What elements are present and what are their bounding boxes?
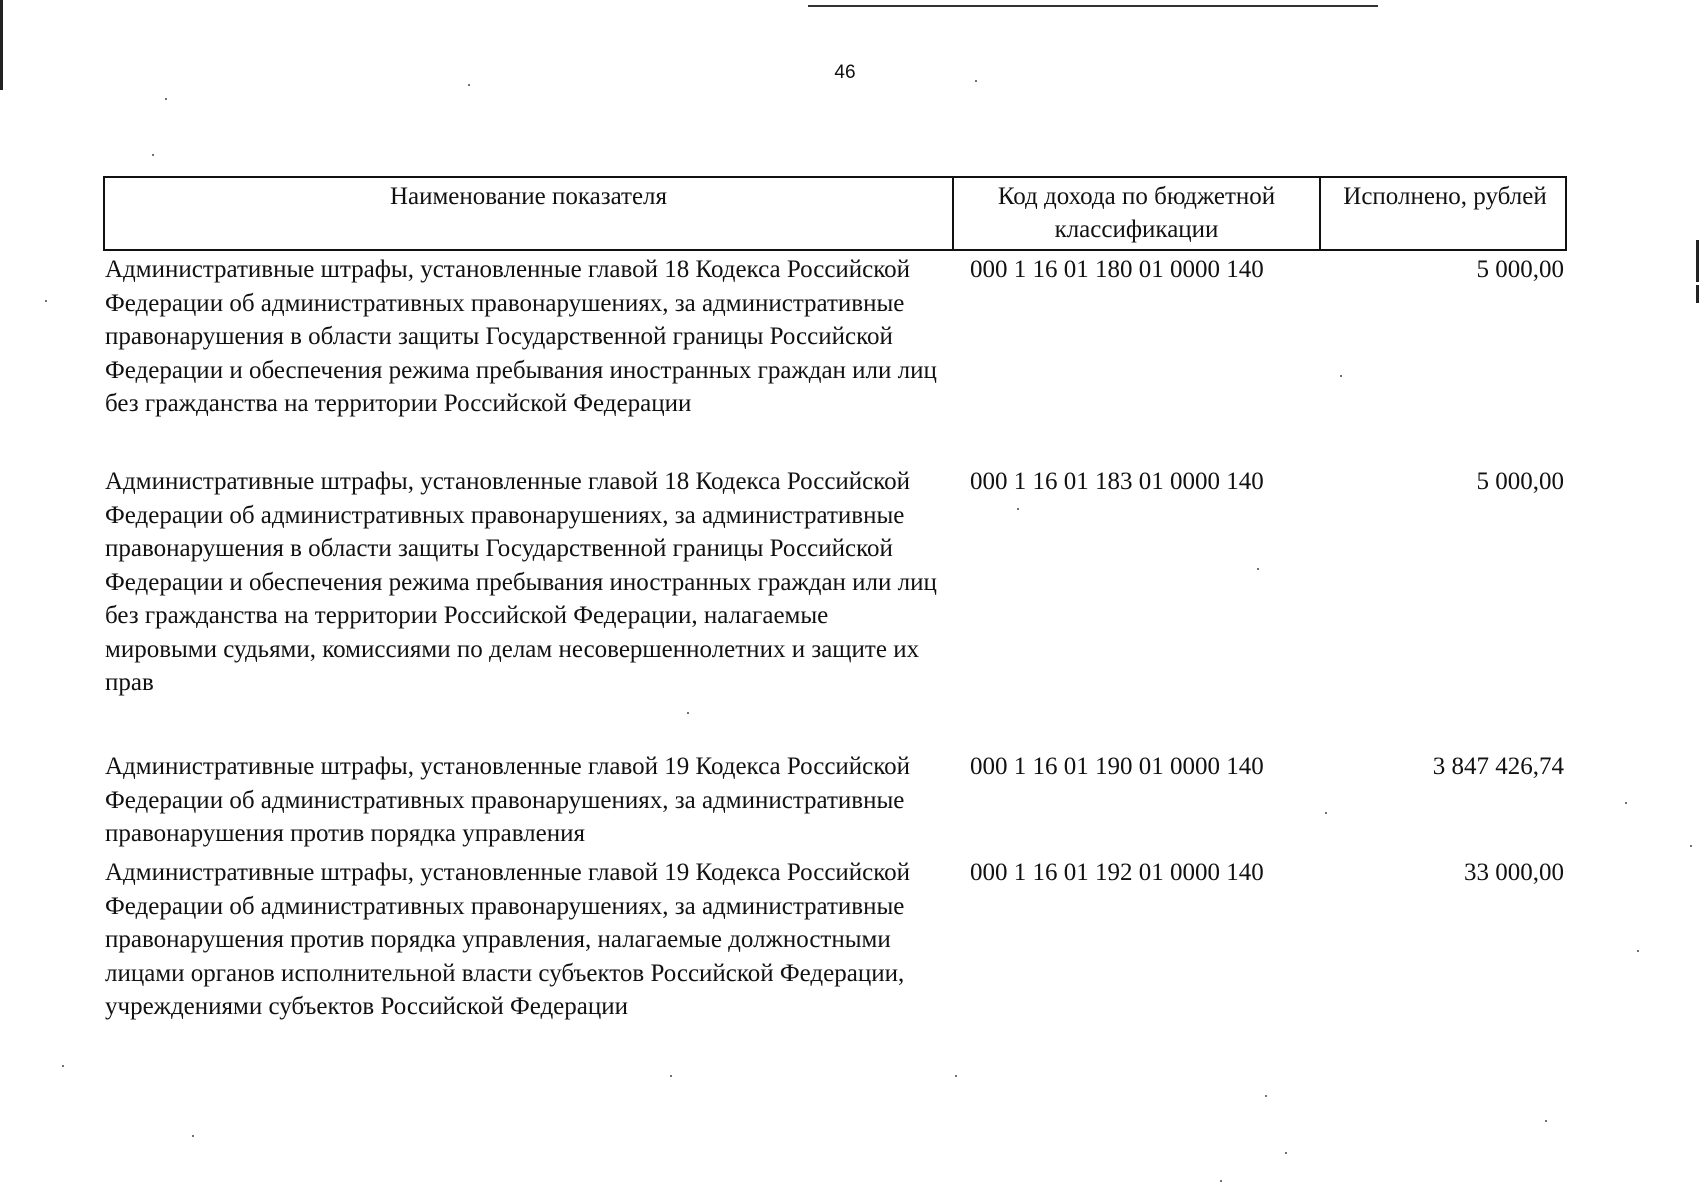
scan-speck	[1220, 1180, 1222, 1182]
scan-speck	[1637, 950, 1639, 952]
scan-speck	[1265, 1095, 1267, 1097]
header-amount: Исполнено, рублей	[1319, 178, 1569, 249]
scan-speck	[152, 154, 154, 156]
scan-speck	[1340, 375, 1342, 377]
row-code: 000 1 16 01 192 01 0000 140	[970, 859, 1264, 886]
income-table	[103, 176, 1567, 1066]
table-row	[103, 253, 1567, 465]
header-name: Наименование показателя	[389, 183, 668, 210]
table-row	[103, 750, 1567, 856]
scan-speck	[1257, 568, 1259, 570]
row-name: Административные штрафы, установленные главой 19 Кодекса Российской Федерации об административных правонарушениях, за административные правонарушения против порядка управления, налагаемые должностными лицами органов исполнительной власти субъектов Российской Федерации, учреждениями субъектов Российской Федерации	[105, 859, 911, 1020]
row-name: Административные штрафы, установленные главой 18 Кодекса Российской Федерации об административных правонарушениях, за административные правонарушения в области защиты Государственной границы Российской Федерации и обеспечения режима пребывания иностранных граждан или лиц без гражданства на территории Российской Федерации	[105, 256, 937, 417]
table-row	[103, 856, 1567, 1066]
scan-speck	[192, 1135, 194, 1137]
row-name: Административные штрафы, установленные главой 19 Кодекса Российской Федерации об административных правонарушениях, за административные правонарушения против порядка управления	[105, 753, 911, 847]
scan-speck	[1325, 812, 1327, 814]
scan-speck	[670, 1075, 672, 1077]
scan-speck	[1625, 802, 1627, 804]
row-name: Административные штрафы, установленные главой 18 Кодекса Российской Федерации об административных правонарушениях, за административные правонарушения в области защиты Государственной границы Российской Федерации и обеспечения режима пребывания иностранных граждан или лиц без гражданства на территории Российской Федерации, налагаемые мировыми судьями, комиссиями по делам несовершеннолетних и защите их прав	[105, 468, 937, 696]
row-amount: 3 847 426,74	[1432, 753, 1564, 780]
scan-top-line	[808, 5, 1378, 7]
row-code: 000 1 16 01 180 01 0000 140	[970, 256, 1264, 283]
scan-speck	[955, 1075, 957, 1077]
page-number: 46	[834, 62, 856, 83]
row-amount: 5 000,00	[1476, 468, 1564, 495]
scan-speck	[687, 712, 689, 714]
table-row	[103, 465, 1567, 750]
scan-speck	[1285, 1152, 1287, 1154]
scan-speck	[975, 80, 977, 82]
row-amount: 33 000,00	[1464, 859, 1564, 886]
row-amount: 5 000,00	[1476, 256, 1564, 283]
row-code: 000 1 16 01 190 01 0000 140	[970, 753, 1264, 780]
row-code: 000 1 16 01 183 01 0000 140	[970, 468, 1264, 495]
scan-speck	[1690, 845, 1692, 847]
header-code: Код дохода по бюджетной классификации	[952, 178, 1319, 249]
scan-speck	[1017, 508, 1019, 510]
scan-speck	[1545, 1120, 1547, 1122]
scan-speck	[165, 98, 167, 100]
scan-speck	[62, 1065, 64, 1067]
scan-speck	[468, 84, 470, 86]
scan-speck	[45, 300, 47, 302]
table-header	[103, 176, 1567, 251]
